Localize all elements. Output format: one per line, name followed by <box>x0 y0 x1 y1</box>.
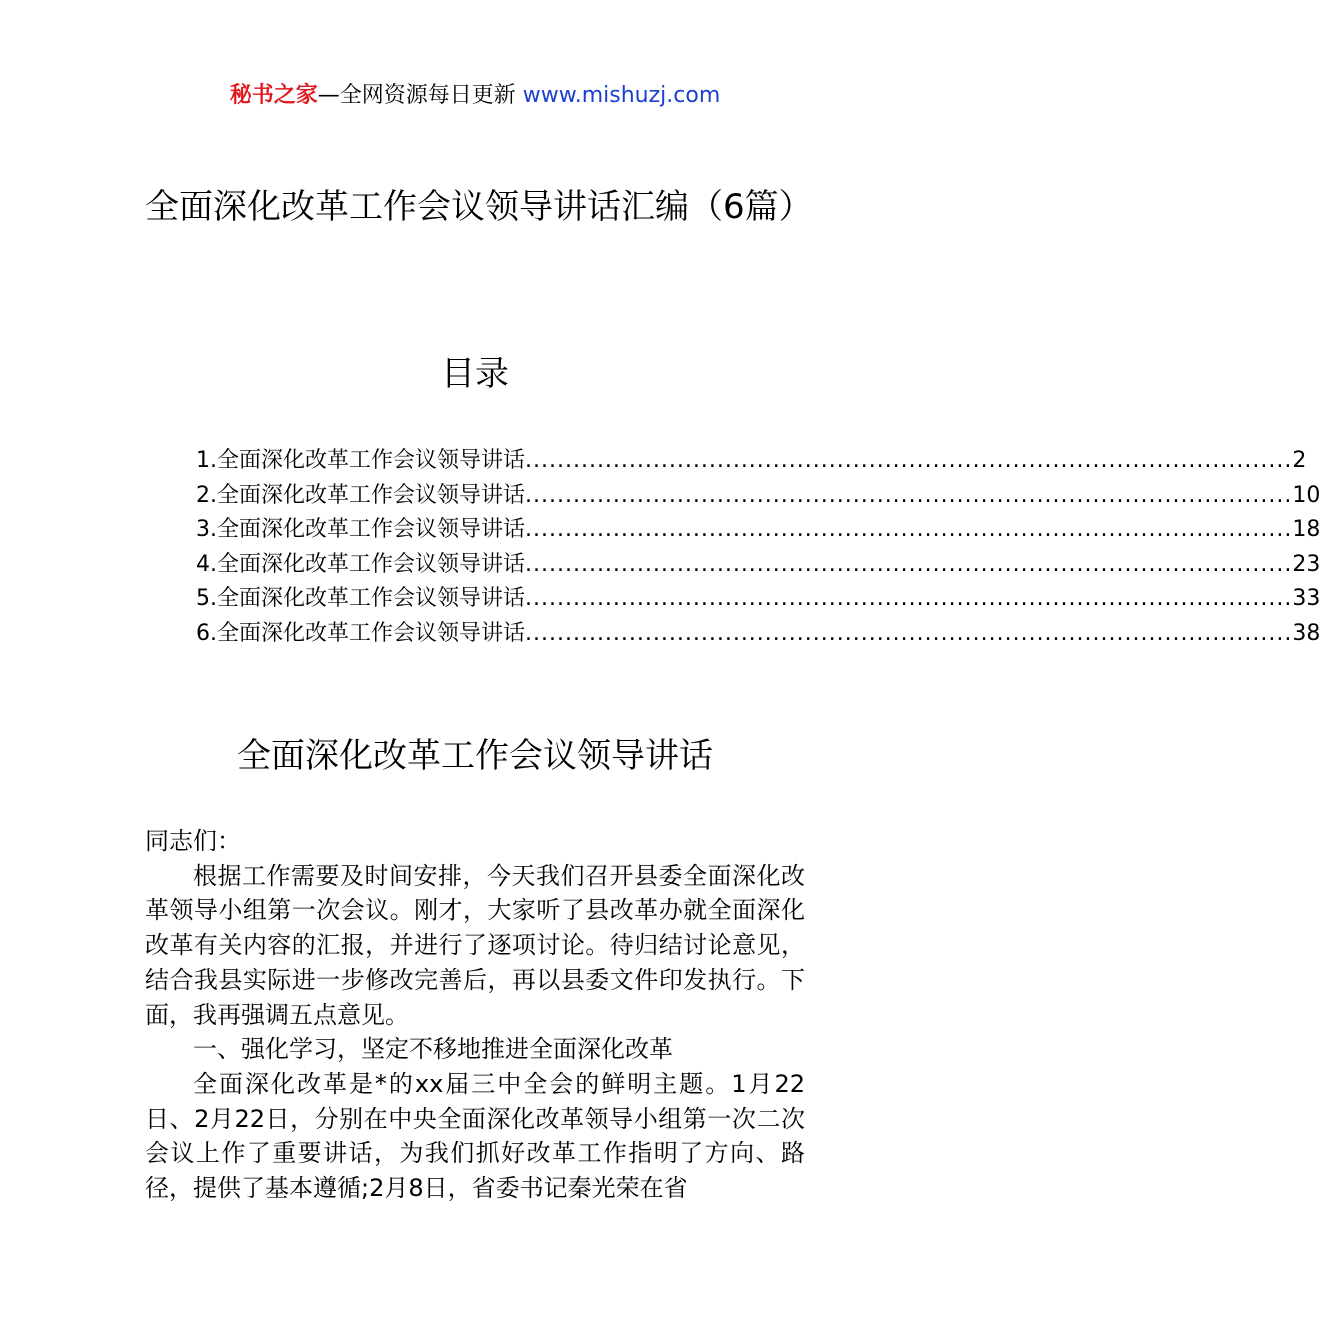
toc-entry[interactable] <box>196 513 1320 548</box>
toc-entry-page: 23 <box>1292 551 1320 577</box>
toc-entry-page: 18 <box>1292 517 1320 543</box>
toc-entry-page: 10 <box>1292 482 1320 508</box>
salutation: 同志们： <box>145 827 241 855</box>
toc-entry-page: 38 <box>1292 620 1320 646</box>
toc-entry[interactable] <box>196 479 1320 514</box>
toc-entry-page: 2 <box>1292 448 1307 473</box>
toc-leader-dots: ................................................................................................ <box>525 482 1293 508</box>
toc-entry-title: 4.全面深化改革工作会议领导讲话 <box>196 551 525 577</box>
toc-entry[interactable] <box>196 582 1320 617</box>
toc-entry-title: 6.全面深化改革工作会议领导讲话 <box>196 620 525 646</box>
toc-entry[interactable] <box>196 548 1320 583</box>
toc-leader-dots: ................................................................................................ <box>525 551 1293 577</box>
banner-url[interactable]: www.mishuzj.com <box>522 83 721 108</box>
section-title: 全面深化改革工作会议领导讲话 <box>237 736 713 776</box>
table-of-contents <box>196 444 1320 652</box>
body-paragraph: 全面深化改革是*的xx届三中全会的鲜明主题。1月22日、2月22日，分别在中央全面深化改革领导小组第一次二次会议上作了重要讲话，为我们抓好改革工作指明了方向、路径，提供了基本遵循;2月8日，省委书记秦光荣在省 <box>145 1069 805 1203</box>
toc-heading: 目录 <box>441 354 509 394</box>
toc-entry[interactable] <box>196 617 1320 652</box>
toc-leader-dots: ................................................................................................ <box>525 517 1293 543</box>
subheading: 一、强化学习，坚定不移地推进全面深化改革 <box>193 1035 673 1064</box>
section-body <box>145 824 805 1206</box>
toc-entry-title: 3.全面深化改革工作会议领导讲话 <box>196 517 525 543</box>
toc-leader-dots: ................................................................................................ <box>525 448 1293 473</box>
brand-name: 秘书之家 <box>229 83 318 108</box>
toc-entry-title: 5.全面深化改革工作会议领导讲话 <box>196 586 525 612</box>
body-paragraph: 根据工作需要及时间安排，今天我们召开县委全面深化改革领导小组第一次会议。刚才，大家听了县改革办就全面深化改革有关内容的汇报，并进行了逐项讨论。待归结讨论意见，结合我县实际进一步修改完善后，再以县委文件印发执行。下面，我再强调五点意见。 <box>145 861 805 1029</box>
site-banner <box>0 80 950 112</box>
toc-leader-dots: ................................................................................................ <box>525 620 1293 646</box>
document-title: 全面深化改革工作会议领导讲话汇编（6篇） <box>145 187 813 227</box>
banner-tagline: —全网资源每日更新 <box>317 83 516 108</box>
toc-entry-page: 33 <box>1292 586 1320 612</box>
toc-entry-title: 2.全面深化改革工作会议领导讲话 <box>196 482 525 508</box>
toc-leader-dots: ................................................................................................ <box>525 586 1293 612</box>
toc-entry[interactable] <box>196 444 1307 479</box>
toc-entry-title: 1.全面深化改革工作会议领导讲话 <box>196 448 525 473</box>
